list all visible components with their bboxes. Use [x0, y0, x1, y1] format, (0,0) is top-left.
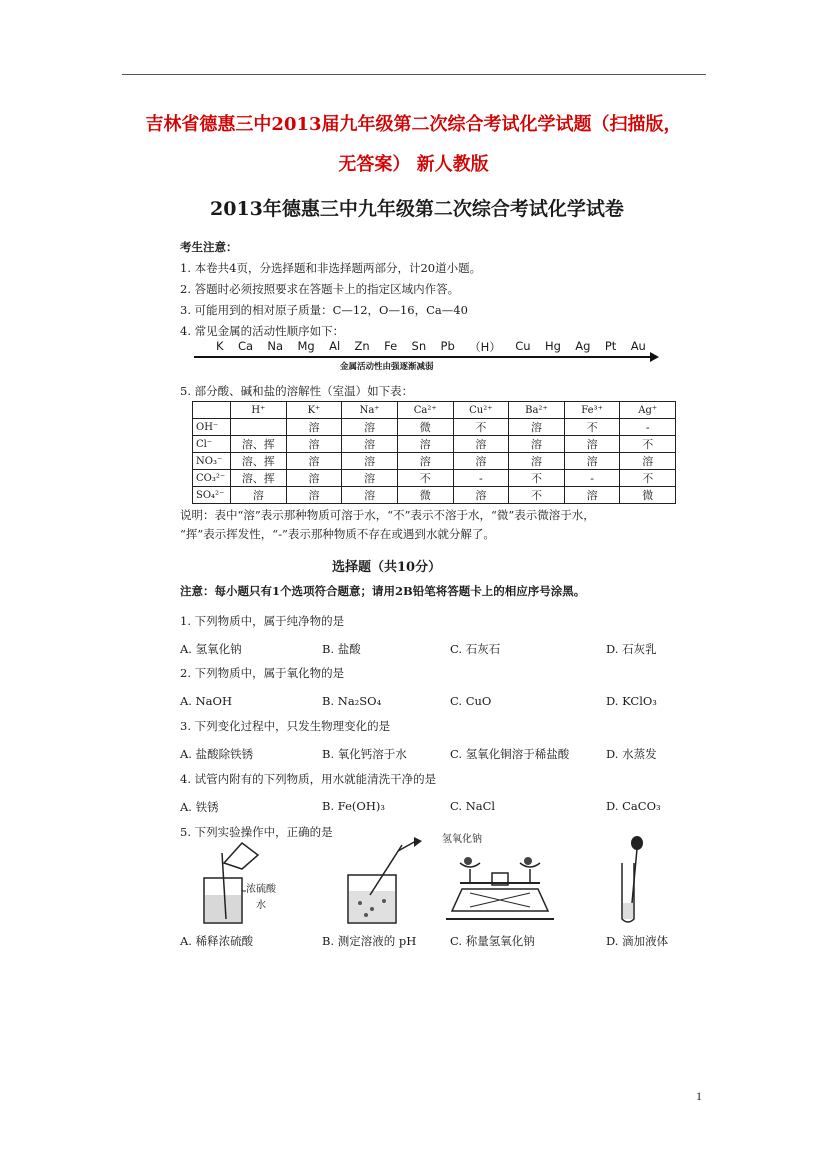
table-cell: 溶 — [286, 453, 342, 470]
table-cell: 溶 — [564, 436, 620, 453]
table-cell: 溶、挥 — [231, 470, 287, 487]
cation-header: Ca²⁺ — [397, 402, 453, 419]
table-cell: 溶、挥 — [231, 453, 287, 470]
header-rule — [122, 74, 706, 75]
figure-caption-b: B. 测定溶液的 pH — [322, 934, 417, 948]
dropper-test-tube-icon — [610, 833, 660, 928]
table-cell: 溶 — [286, 487, 342, 504]
q2-option-a: A. NaOH — [180, 694, 232, 708]
q3-option-a: A. 盐酸除铁锈 — [180, 747, 254, 761]
table-cell: 溶 — [342, 453, 398, 470]
table-cell: 微 — [397, 419, 453, 436]
label-water: 水 — [256, 900, 266, 911]
q2-option-d: D. KClO₃ — [606, 694, 657, 708]
table-cell: 不 — [620, 436, 676, 453]
table-cell: 溶 — [397, 436, 453, 453]
cation-header: Cu²⁺ — [453, 402, 509, 419]
exam-title: 2013年德惠三中九年级第二次综合考试化学试卷 — [210, 198, 624, 220]
table-row — [193, 453, 676, 470]
metal: Pt — [604, 339, 617, 353]
metal: Hg — [544, 339, 561, 353]
q3-option-d: D. 水蒸发 — [606, 747, 657, 761]
q1-option-c: C. 石灰石 — [450, 642, 501, 656]
table-row — [193, 436, 676, 453]
cation-header: Ag⁺ — [620, 402, 676, 419]
arrow-head-icon — [650, 352, 659, 362]
anion-header: CO₃²⁻ — [193, 470, 231, 487]
table-cell: 溶、挥 — [231, 436, 287, 453]
notice-heading: 考生注意： — [180, 240, 238, 254]
metal: Sn — [411, 339, 427, 353]
table-header-row — [193, 402, 676, 419]
table-cell: 溶 — [286, 419, 342, 436]
ph-test-icon — [340, 833, 430, 928]
metal: Al — [329, 339, 341, 353]
question-5-stem: 5. 下列实验操作中，正确的是 — [180, 825, 333, 839]
label-conc-sulfuric: 浓硫酸 — [246, 884, 276, 895]
metal: Fe — [384, 339, 398, 353]
table-cell: 微 — [620, 487, 676, 504]
notice-item-2: 2. 答题时必须按照要求在答题卡上的指定区域内作答。 — [180, 282, 460, 296]
q4-option-c: C. NaCl — [450, 799, 496, 813]
q3-option-b: B. 氧化钙溶于水 — [322, 747, 407, 761]
beaker-dilution-icon — [186, 833, 296, 928]
solubility-table — [192, 401, 676, 504]
q1-option-d: D. 石灰乳 — [606, 642, 657, 656]
table-cell: 溶 — [286, 470, 342, 487]
table-note-line1: 说明：表中“溶”表示那种物质可溶于水，“不”表示不溶于水，“微”表示微溶于水， — [180, 508, 595, 522]
q4-option-a: A. 铁锈 — [180, 800, 219, 814]
activity-arrow-caption: 金属活动性由强逐渐减弱 — [340, 362, 434, 372]
metal: Pb — [440, 339, 455, 353]
choice-section-heading: 选择题（共10分） — [332, 560, 442, 575]
table-cell — [231, 419, 287, 436]
q2-option-b: B. Na₂SO₄ — [322, 694, 382, 708]
metal: Au — [630, 339, 646, 353]
table-cell: 溶 — [286, 436, 342, 453]
table-row — [193, 487, 676, 504]
q3-option-c: C. 氢氧化铜溶于稀盐酸 — [450, 747, 570, 761]
cation-header: Ba²⁺ — [509, 402, 565, 419]
table-cell: 溶 — [231, 487, 287, 504]
question-4-stem: 4. 试管内附有的下列物质，用水就能清洗干净的是 — [180, 772, 437, 786]
table-row — [193, 419, 676, 436]
cation-header: H⁺ — [231, 402, 287, 419]
figure-c-balance — [440, 833, 560, 928]
table-cell: 溶 — [509, 453, 565, 470]
table-cell: 溶 — [342, 487, 398, 504]
table-corner — [193, 402, 231, 419]
table-cell: 溶 — [509, 436, 565, 453]
figure-a-dilution — [186, 833, 296, 928]
table-cell: 溶 — [397, 453, 453, 470]
notice-item-5: 5. 部分酸、碱和盐的溶解性（室温）如下表： — [180, 384, 414, 398]
metal: Ag — [575, 339, 591, 353]
metal-activity-series — [216, 339, 646, 355]
notice-item-4: 4. 常见金属的活动性顺序如下： — [180, 324, 345, 338]
figure-d-dropper — [610, 833, 660, 928]
figure-caption-a: A. 稀释浓硫酸 — [180, 934, 254, 948]
metal: Ca — [237, 339, 254, 353]
balance-icon — [440, 833, 560, 928]
table-cell: 溶 — [453, 487, 509, 504]
question-1-stem: 1. 下列物质中，属于纯净物的是 — [180, 614, 345, 628]
question-2-stem: 2. 下列物质中，属于氧化物的是 — [180, 666, 345, 680]
page-number: 1 — [696, 1089, 702, 1103]
table-cell: 溶 — [509, 419, 565, 436]
figure-caption-d: D. 滴加液体 — [606, 934, 669, 948]
table-cell: 不 — [620, 470, 676, 487]
notice-item-1: 1. 本卷共4页，分选择题和非选择题两部分，计20道小题。 — [180, 261, 482, 275]
table-cell: 不 — [509, 470, 565, 487]
label-naoh: 氢氧化钠 — [442, 834, 482, 845]
activity-arrow-line — [194, 356, 654, 358]
metal: Mg — [297, 339, 315, 353]
choice-instruction: 注意：每小题只有1个选项符合题意；请用2B铅笔将答题卡上的相应序号涂黑。 — [180, 584, 586, 598]
doc-title-line2: 无答案） 新人教版 — [338, 154, 489, 175]
table-cell: 不 — [564, 419, 620, 436]
cation-header: Fe³⁺ — [564, 402, 620, 419]
metal: Zn — [354, 339, 370, 353]
notice-item-3: 3. 可能用到的相对原子质量：C—12，O—16，Ca—40 — [180, 303, 468, 317]
cation-header: K⁺ — [286, 402, 342, 419]
table-cell: 微 — [397, 487, 453, 504]
q2-option-c: C. CuO — [450, 694, 492, 708]
question-3-stem: 3. 下列变化过程中，只发生物理变化的是 — [180, 719, 391, 733]
metal: Cu — [515, 339, 531, 353]
scanned-exam-page — [170, 188, 670, 958]
table-cell: 溶 — [342, 436, 398, 453]
doc-title-line1: 吉林省德惠三中2013届九年级第二次综合考试化学试题（扫描版， — [145, 114, 682, 135]
metal: K — [216, 339, 224, 353]
q4-option-d: D. CaCO₃ — [606, 799, 661, 813]
anion-header: NO₃⁻ — [193, 453, 231, 470]
table-cell: 溶 — [564, 487, 620, 504]
figure-b-ph-test — [340, 833, 430, 928]
table-cell: 溶 — [342, 470, 398, 487]
table-row — [193, 470, 676, 487]
table-cell: 不 — [397, 470, 453, 487]
table-cell: 溶 — [342, 419, 398, 436]
metal: （H） — [469, 340, 501, 354]
anion-header: SO₄²⁻ — [193, 487, 231, 504]
table-cell: 溶 — [453, 436, 509, 453]
q4-option-b: B. Fe(OH)₃ — [322, 799, 385, 813]
metal: Na — [267, 339, 284, 353]
table-cell: - — [564, 470, 620, 487]
table-note-line2: “挥”表示挥发性，“-”表示那种物质不存在或遇到水就分解了。 — [180, 527, 495, 541]
cation-header: Na⁺ — [342, 402, 398, 419]
table-cell: - — [620, 419, 676, 436]
table-cell: 溶 — [564, 453, 620, 470]
table-cell: - — [453, 470, 509, 487]
table-cell: 溶 — [453, 453, 509, 470]
figure-caption-c: C. 称量氢氧化钠 — [450, 934, 535, 948]
anion-header: OH⁻ — [193, 419, 231, 436]
table-cell: 不 — [509, 487, 565, 504]
table-cell: 溶 — [620, 453, 676, 470]
table-cell: 不 — [453, 419, 509, 436]
anion-header: Cl⁻ — [193, 436, 231, 453]
q1-option-b: B. 盐酸 — [322, 642, 361, 656]
q1-option-a: A. 氢氧化钠 — [180, 642, 242, 656]
